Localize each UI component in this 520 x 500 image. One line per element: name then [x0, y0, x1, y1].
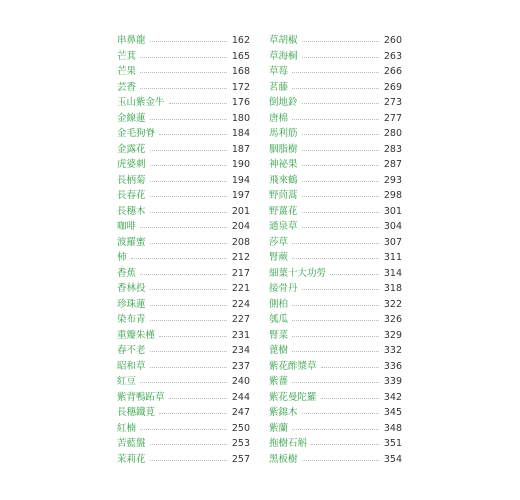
entry-page-number: 348 — [383, 422, 402, 434]
entry-name: 長穗鐵莧 — [117, 407, 156, 418]
entry-page-number: 263 — [383, 50, 402, 62]
index-entry[interactable] — [269, 235, 402, 251]
dot-leader — [311, 444, 379, 445]
entry-page-number: 201 — [231, 205, 250, 217]
entry-name: 紫薔 — [269, 376, 289, 387]
index-entry[interactable] — [269, 250, 402, 266]
entry-page-number: 212 — [231, 252, 250, 263]
index-entry[interactable] — [117, 452, 250, 468]
entry-page-number: 165 — [231, 50, 250, 62]
entry-name: 拖樹石斛 — [269, 438, 308, 449]
entry-page-number: 244 — [231, 391, 250, 403]
entry-page-number: 162 — [231, 35, 250, 46]
entry-name: 腎蕨 — [269, 252, 289, 263]
dot-leader — [150, 150, 227, 151]
dot-leader — [150, 367, 227, 368]
index-entry[interactable] — [269, 281, 402, 297]
entry-name: 長春花 — [117, 190, 146, 201]
entry-page-number: 342 — [383, 391, 402, 403]
entry-page-number: 176 — [231, 97, 250, 108]
entry-page-number: 253 — [231, 438, 250, 449]
dot-leader — [302, 460, 379, 461]
index-entry[interactable] — [117, 390, 250, 406]
dot-leader — [302, 196, 379, 197]
index-entry[interactable] — [117, 49, 250, 65]
entry-name: 長柄菊 — [117, 174, 146, 186]
index-entry[interactable] — [269, 390, 402, 406]
entry-page-number: 277 — [383, 112, 402, 124]
index-entry[interactable] — [269, 49, 402, 65]
dot-leader — [150, 320, 227, 321]
entry-page-number: 221 — [231, 283, 250, 294]
entry-page-number: 217 — [231, 267, 250, 279]
entry-name: 野茼蒿 — [269, 190, 298, 201]
dot-leader — [140, 274, 227, 275]
index-entry[interactable] — [269, 436, 402, 452]
entry-page-number: 250 — [231, 422, 250, 434]
index-entry[interactable] — [117, 142, 250, 158]
entry-name: 黑板樹 — [269, 453, 298, 465]
entry-name: 長穗木 — [117, 205, 146, 217]
entry-name: 細葉十大功勞 — [269, 267, 327, 279]
entry-page-number: 287 — [383, 159, 402, 170]
index-entry[interactable] — [117, 126, 250, 142]
dot-leader — [302, 41, 379, 42]
dot-leader — [150, 41, 227, 42]
index-entry[interactable] — [117, 312, 250, 328]
entry-page-number: 194 — [231, 174, 250, 186]
entry-page-number: 197 — [231, 190, 250, 201]
index-entry[interactable] — [269, 204, 402, 220]
index-entry[interactable] — [117, 250, 250, 266]
dot-leader — [150, 351, 227, 352]
entry-page-number: 298 — [383, 190, 402, 201]
entry-page-number: 269 — [383, 81, 402, 93]
entry-name: 虎婆刺 — [117, 159, 146, 170]
dot-leader — [292, 320, 379, 321]
entry-name: 芒果 — [117, 66, 137, 77]
index-entry[interactable] — [269, 421, 402, 437]
entry-name: 腎菜 — [269, 329, 289, 341]
entry-name: 馬利筋 — [269, 128, 298, 139]
entry-page-number: 345 — [383, 407, 402, 418]
dot-leader — [302, 103, 379, 104]
entry-page-number: 190 — [231, 159, 250, 170]
index-entry[interactable] — [117, 436, 250, 452]
entry-page-number: 283 — [383, 143, 402, 155]
index-entry[interactable] — [269, 126, 402, 142]
entry-name: 胭脂樹 — [269, 143, 298, 155]
entry-page-number: 293 — [383, 174, 402, 186]
index-entry[interactable] — [269, 452, 402, 468]
entry-name: 紫蘭 — [269, 422, 289, 434]
index-entry[interactable] — [117, 421, 250, 437]
entry-name: 紫錦木 — [269, 407, 298, 418]
index-entry[interactable] — [269, 312, 402, 328]
index-entry[interactable] — [117, 359, 250, 375]
index-entry[interactable] — [269, 297, 402, 313]
entry-name: 接骨丹 — [269, 283, 298, 294]
entry-page-number: 172 — [231, 81, 250, 93]
entry-name: 紫花酢漿草 — [269, 360, 317, 372]
dot-leader — [302, 165, 379, 166]
entry-page-number: 351 — [383, 438, 402, 449]
entry-page-number: 329 — [383, 329, 402, 341]
dot-leader — [159, 413, 227, 414]
entry-page-number: 304 — [383, 221, 402, 232]
index-entry[interactable] — [269, 343, 402, 359]
entry-name: 瓠瓜 — [269, 314, 289, 325]
index-entry[interactable] — [117, 235, 250, 251]
index-entry[interactable] — [117, 281, 250, 297]
entry-page-number: 339 — [383, 376, 402, 387]
entry-page-number: 237 — [231, 360, 250, 372]
index-entry[interactable] — [117, 266, 250, 282]
index-entry[interactable] — [117, 328, 250, 344]
dot-leader — [150, 243, 227, 244]
index-entry[interactable] — [269, 359, 402, 375]
index-entry[interactable] — [117, 157, 250, 173]
entry-name: 苦藍盤 — [117, 438, 146, 449]
dot-leader — [302, 413, 379, 414]
entry-page-number: 260 — [383, 35, 402, 46]
index-entry[interactable] — [117, 188, 250, 204]
dot-leader — [321, 367, 379, 368]
dot-leader — [292, 336, 379, 337]
dot-leader — [150, 444, 227, 445]
dot-leader — [292, 72, 379, 73]
entry-page-number: 247 — [231, 407, 250, 418]
index-entry[interactable] — [269, 173, 402, 189]
index-entry[interactable] — [269, 142, 402, 158]
dot-leader — [150, 181, 227, 182]
entry-page-number: 184 — [231, 128, 250, 139]
entry-name: 蓖樹 — [269, 345, 289, 356]
entry-name: 紫花曼陀羅 — [269, 391, 317, 403]
dot-leader — [140, 57, 227, 58]
entry-page-number: 314 — [383, 267, 402, 279]
dot-leader — [292, 351, 379, 352]
dot-leader — [150, 212, 227, 213]
index-entry[interactable] — [117, 297, 250, 313]
entry-name: 茉莉花 — [117, 453, 146, 465]
entry-page-number: 354 — [383, 453, 402, 465]
index-entry[interactable] — [117, 64, 250, 80]
entry-page-number: 326 — [383, 314, 402, 325]
index-entry[interactable] — [269, 111, 402, 127]
entry-page-number: 227 — [231, 314, 250, 325]
entry-name: 柿 — [117, 252, 127, 263]
dot-leader — [330, 274, 379, 275]
dot-leader — [302, 212, 379, 213]
index-entry[interactable] — [269, 95, 402, 111]
index-entry[interactable] — [269, 64, 402, 80]
entry-page-number: 273 — [383, 97, 402, 108]
entry-page-number: 266 — [383, 66, 402, 77]
entry-name: 紅楠 — [117, 422, 137, 434]
entry-name: 唐棉 — [269, 112, 289, 124]
dot-leader — [150, 119, 227, 120]
entry-name: 春不老 — [117, 345, 146, 356]
index-right-column — [269, 33, 402, 467]
index-entry[interactable] — [117, 405, 250, 421]
index-entry[interactable] — [269, 328, 402, 344]
dot-leader — [140, 72, 227, 73]
index-entry[interactable] — [117, 111, 250, 127]
entry-page-number: 307 — [383, 236, 402, 248]
dot-leader — [150, 165, 227, 166]
entry-name: 草海桐 — [269, 50, 298, 62]
entry-name: 茗藤 — [269, 81, 289, 93]
entry-page-number: 224 — [231, 298, 250, 310]
index-entry[interactable] — [117, 343, 250, 359]
entry-page-number: 257 — [231, 453, 250, 465]
index-entry[interactable] — [117, 33, 250, 49]
dot-leader — [140, 382, 227, 383]
dot-leader — [302, 227, 379, 228]
entry-page-number: 280 — [383, 128, 402, 139]
dot-leader — [131, 258, 227, 259]
entry-name: 野薑花 — [269, 205, 298, 217]
entry-name: 芸香 — [117, 81, 137, 93]
dot-leader — [292, 258, 379, 259]
dot-leader — [159, 336, 227, 337]
index-entry[interactable] — [269, 405, 402, 421]
index-entry[interactable] — [269, 266, 402, 282]
index-entry[interactable] — [117, 204, 250, 220]
dot-leader — [302, 150, 379, 151]
entry-name: 咖啡 — [117, 221, 137, 232]
entry-name: 草莓 — [269, 66, 289, 77]
index-entry[interactable] — [117, 173, 250, 189]
dot-leader — [302, 57, 379, 58]
dot-leader — [321, 398, 379, 399]
entry-page-number: 332 — [383, 345, 402, 356]
dot-leader — [292, 243, 379, 244]
entry-page-number: 311 — [383, 252, 402, 263]
entry-name: 神祕果 — [269, 159, 298, 170]
dot-leader — [150, 460, 227, 461]
entry-name: 飛來鶴 — [269, 174, 298, 186]
entry-page-number: 231 — [231, 329, 250, 341]
entry-name: 染布青 — [117, 314, 146, 325]
entry-name: 重瓣朱槿 — [117, 329, 156, 341]
dot-leader — [150, 305, 227, 306]
entry-page-number: 208 — [231, 236, 250, 248]
dot-leader — [302, 134, 379, 135]
index-entry[interactable] — [269, 33, 402, 49]
dot-leader — [292, 305, 379, 306]
index-entry[interactable] — [269, 80, 402, 96]
entry-page-number: 301 — [383, 205, 402, 217]
entry-page-number: 240 — [231, 376, 250, 387]
index-entry[interactable] — [269, 374, 402, 390]
dot-leader — [150, 196, 227, 197]
dot-leader — [140, 429, 227, 430]
entry-name: 紫背鴨跖草 — [117, 391, 165, 403]
index-entry[interactable] — [117, 80, 250, 96]
entry-page-number: 322 — [383, 298, 402, 310]
dot-leader — [302, 289, 379, 290]
entry-page-number: 204 — [231, 221, 250, 232]
entry-page-number: 318 — [383, 283, 402, 294]
entry-name: 草胡椒 — [269, 35, 298, 46]
entry-page-number: 180 — [231, 112, 250, 124]
entry-name: 昭和草 — [117, 360, 146, 372]
entry-name: 倒地鈴 — [269, 97, 298, 108]
entry-name: 波羅蜜 — [117, 236, 146, 248]
entry-page-number: 336 — [383, 360, 402, 372]
entry-name: 珍珠蓮 — [117, 298, 146, 310]
dot-leader — [302, 181, 379, 182]
dot-leader — [150, 289, 227, 290]
entry-name: 串鼻龍 — [117, 35, 146, 46]
index-entry[interactable] — [117, 95, 250, 111]
dot-leader — [292, 429, 379, 430]
entry-name: 芒萁 — [117, 50, 137, 62]
dot-leader — [292, 88, 379, 89]
entry-name: 玉山紫金牛 — [117, 97, 165, 108]
dot-leader — [159, 134, 227, 135]
index-entry[interactable] — [269, 188, 402, 204]
dot-leader — [140, 227, 227, 228]
entry-page-number: 168 — [231, 66, 250, 77]
entry-name: 金線蓮 — [117, 112, 146, 124]
entry-name: 金毛狗脊 — [117, 128, 156, 139]
dot-leader — [292, 382, 379, 383]
index-entry[interactable] — [117, 219, 250, 235]
entry-page-number: 187 — [231, 143, 250, 155]
entry-page-number: 234 — [231, 345, 250, 356]
entry-name: 香林投 — [117, 283, 146, 294]
index-entry[interactable] — [117, 374, 250, 390]
dot-leader — [169, 103, 227, 104]
index-entry[interactable] — [269, 157, 402, 173]
entry-name: 側柏 — [269, 298, 289, 310]
entry-name: 金露花 — [117, 143, 146, 155]
entry-name: 香蕉 — [117, 267, 137, 279]
entry-name: 紅豆 — [117, 376, 137, 387]
index-entry[interactable] — [269, 219, 402, 235]
entry-name: 莎草 — [269, 236, 289, 248]
dot-leader — [140, 88, 227, 89]
dot-leader — [292, 119, 379, 120]
dot-leader — [169, 398, 227, 399]
index-left-column — [117, 33, 250, 467]
entry-name: 通泉草 — [269, 221, 298, 232]
